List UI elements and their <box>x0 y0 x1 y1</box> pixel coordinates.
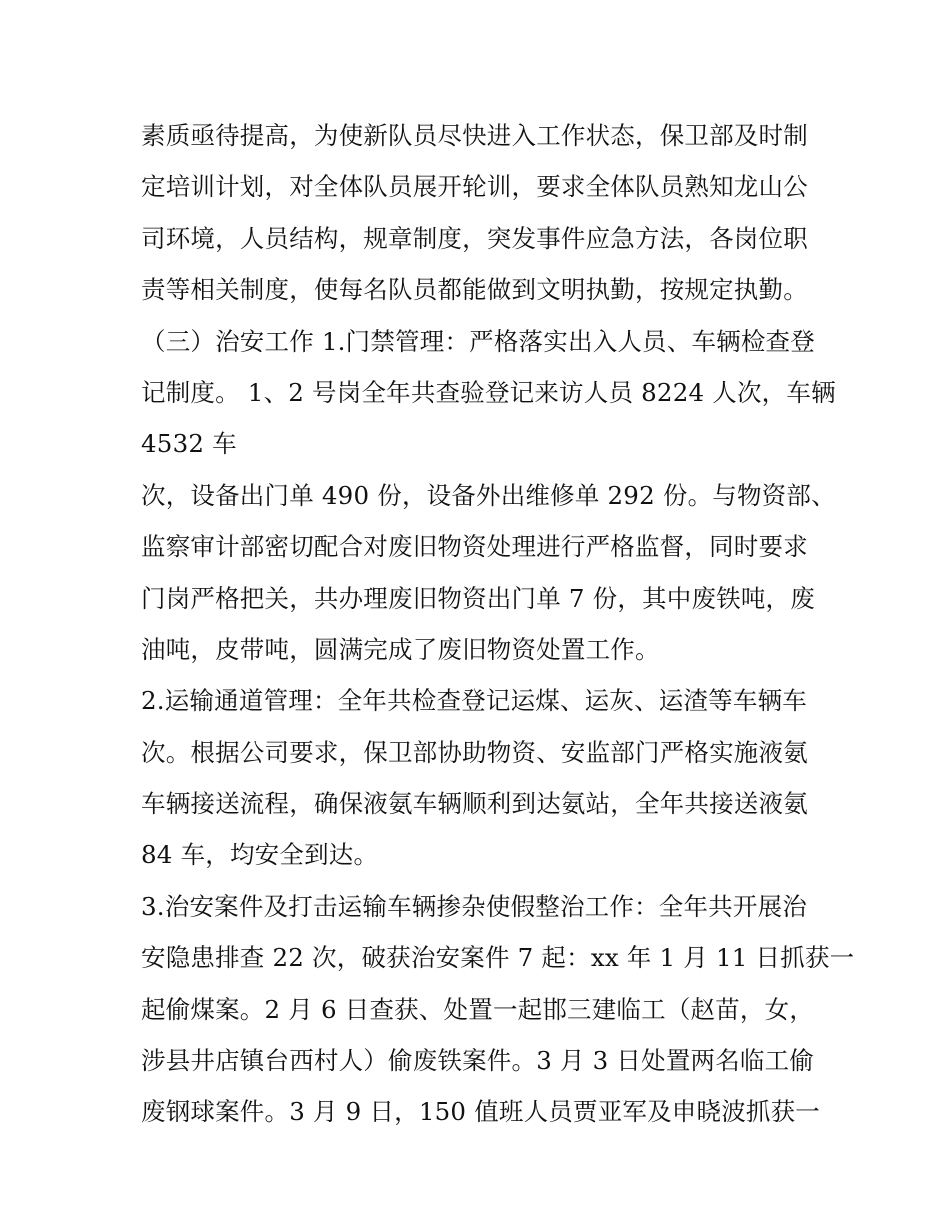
text-line: 次，设备出门单 490 份，设备外出维修单 292 份。与物资部、 <box>141 480 836 510</box>
text-line: 起偷煤案。2 月 6 日查获、处置一起邯三建临工（赵苗，女， <box>141 994 815 1024</box>
text-line: 2.运输通道管理：全年共检查登记运煤、运灰、运渣等车辆车 <box>141 686 807 716</box>
text-line: 涉县井店镇台西村人）偷废铁案件。3 月 3 日处置两名临工偷 <box>141 1046 815 1076</box>
text-line: 监察审计部密切配合对废旧物资处理进行严格监督，同时要求 <box>141 532 808 562</box>
text-line: 油吨，皮带吨，圆满完成了废旧物资处置工作。 <box>141 634 660 664</box>
text-line: 门岗严格把关，共办理废旧物资出门单 7 份，其中废铁吨，废 <box>141 583 815 613</box>
text-line: 84 车，均安全到达。 <box>141 840 379 870</box>
text-line: 废钢球案件。3 月 9 日，150 值班人员贾亚军及申晓波抓获一 <box>141 1097 820 1127</box>
text-line: 次。根据公司要求，保卫部协助物资、安监部门严格实施液氨 <box>141 737 808 767</box>
text-line: 司环境，人员结构，规章制度，突发事件应急方法，各岗位职 <box>141 223 808 253</box>
text-line: 安隐患排查 22 次，破获治安案件 7 起：xx 年 1 月 11 日抓获一 <box>141 943 855 973</box>
text-line: 责等相关制度，使每名队员都能做到文明执勤，按规定执勤。 <box>141 275 808 305</box>
body-text <box>141 110 855 1138</box>
text-line: 记制度。 1、2 号岗全年共查验登记来访人员 8224 人次，车辆 <box>141 377 836 407</box>
text-line: 4532 车 <box>141 429 237 459</box>
text-line: 车辆接送流程，确保液氨车辆顺利到达氨站，全年共接送液氨 <box>141 789 808 819</box>
text-line: （三）治安工作 1.门禁管理：严格落实出入人员、车辆检查登 <box>141 326 815 356</box>
text-line: 3.治安案件及打击运输车辆掺杂使假整治工作：全年共开展治 <box>141 891 807 921</box>
text-line: 素质亟待提高，为使新队员尽快进入工作状态，保卫部及时制 <box>141 121 808 150</box>
text-line: 定培训计划，对全体队员展开轮训，要求全体队员熟知龙山公 <box>141 172 808 202</box>
